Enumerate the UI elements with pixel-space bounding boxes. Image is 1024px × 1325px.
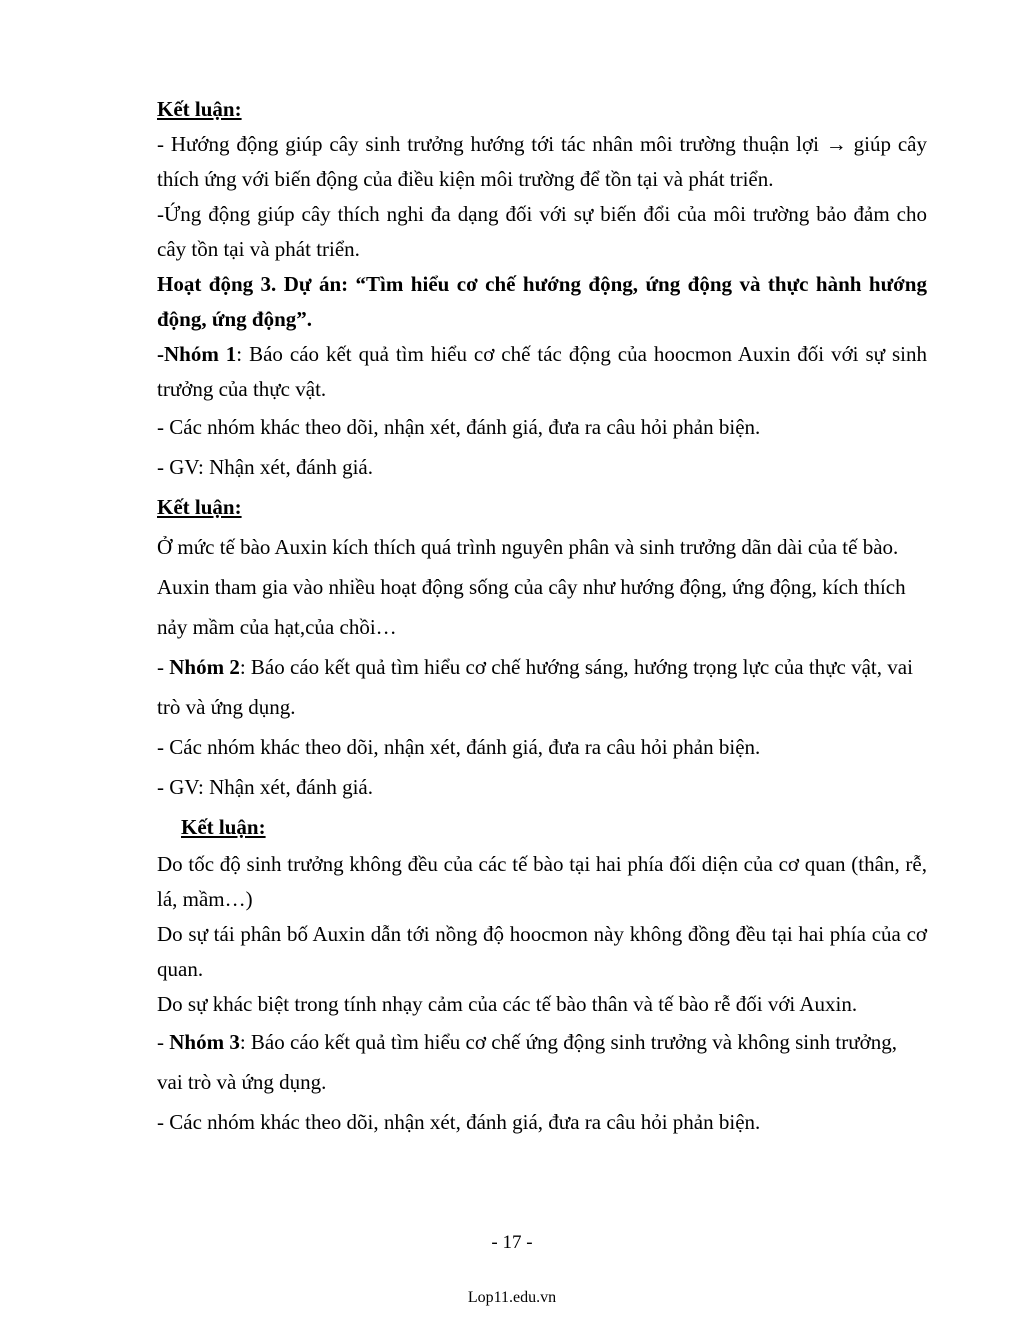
paragraph-nastic-role: -Ứng động giúp cây thích nghi đa dạng đối với sự biến đổi của môi trường bảo đảm cho cây tồn tại và phát triển.	[157, 202, 927, 261]
page-number: - 17 -	[491, 1232, 533, 1253]
others-line-2: - Các nhóm khác theo dõi, nhận xét, đánh giá, đưa ra câu hỏi phản biện.	[157, 735, 761, 759]
paragraph-tropism-role: - Hướng động giúp cây sinh trưởng hướng tới tác nhân môi trường thuận lợi → giúp cây thích ứng với biến động của điều kiện môi trường để tồn tại và phát triển.	[157, 132, 927, 191]
group3-prefix: -	[157, 1030, 170, 1054]
group1-paragraph	[157, 337, 927, 407]
group1-text: : Báo cáo kết quả tìm hiểu cơ chế tác động của hoocmon Auxin đối với sự sinh trưởng của thực vật.	[157, 342, 927, 401]
group2-text: : Báo cáo kết quả tìm hiểu cơ chế hướng sáng, hướng trọng lực của thực vật, vai trò và ứng dụng.	[157, 655, 913, 719]
group2-label: Nhóm 2	[169, 655, 240, 679]
document-body	[157, 92, 927, 1142]
others-line-1: - Các nhóm khác theo dõi, nhận xét, đánh giá, đưa ra câu hỏi phản biện.	[157, 415, 761, 439]
conclusion3-line1: Do tốc độ sinh trưởng không đều của các tế bào tại hai phía đối diện của cơ quan (thân, rễ, lá, mầm…)	[157, 852, 927, 911]
group3-text: : Báo cáo kết quả tìm hiểu cơ chế ứng động sinh trưởng và không sinh trưởng, vai trò và ứng dụng.	[157, 1030, 897, 1094]
conclusion3-line3: Do sự khác biệt trong tính nhạy cảm của các tế bào thân và tế bào rễ đối với Auxin.	[157, 992, 858, 1016]
conclusion2-paragraph: Ở mức tế bào Auxin kích thích quá trình nguyên phân và sinh trưởng dãn dài của tế bào. Auxin tham gia vào nhiều hoạt động sống của cây như hướng động, ứng động, kích thích nảy mầm của hạt,của chồi…	[157, 535, 906, 639]
gv-line-1: - GV: Nhận xét, đánh giá.	[157, 455, 373, 479]
gv-line-2: - GV: Nhận xét, đánh giá.	[157, 775, 373, 799]
activity3-heading: Hoạt động 3. Dự án: “Tìm hiểu cơ chế hướng động, ứng động và thực hành hướng động, ứng động”.	[157, 272, 927, 331]
conclusion3-line2: Do sự tái phân bố Auxin dẫn tới nồng độ hoocmon này không đồng đều tại hai phía của cơ quan.	[157, 922, 927, 981]
group3-paragraph	[157, 1022, 927, 1102]
group2-prefix: -	[157, 655, 170, 679]
group2-paragraph	[157, 647, 927, 727]
group1-label: -Nhóm 1	[157, 342, 237, 366]
conclusion-heading-2: Kết luận:	[157, 495, 242, 519]
conclusion-heading-1: Kết luận:	[157, 97, 242, 121]
others-line-3: - Các nhóm khác theo dõi, nhận xét, đánh giá, đưa ra câu hỏi phản biện.	[157, 1110, 761, 1134]
footer-site: Lop11.edu.vn	[467, 1289, 557, 1306]
conclusion-heading-3: Kết luận:	[181, 815, 266, 839]
group3-label: Nhóm 3	[169, 1030, 240, 1054]
